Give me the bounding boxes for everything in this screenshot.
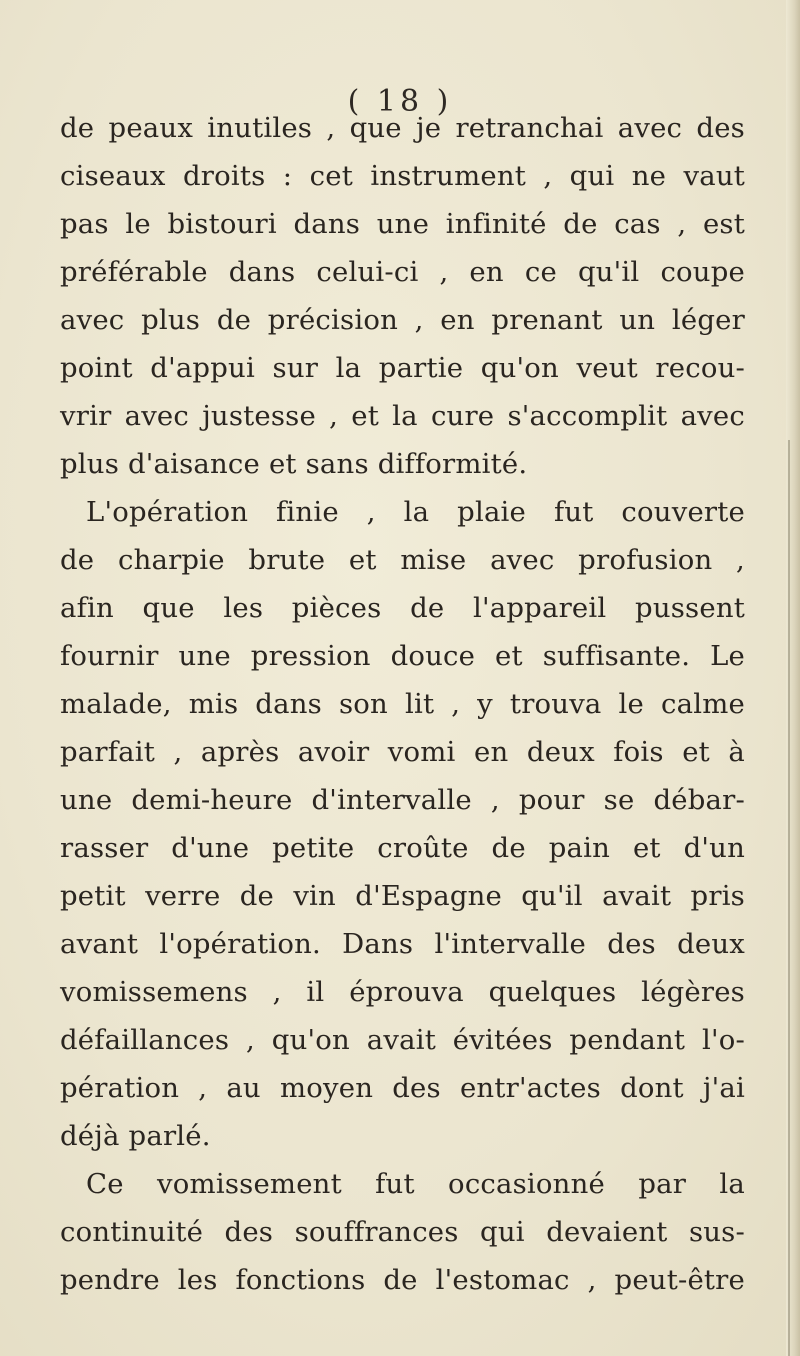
text-line-20: défaillances , qu'on avait évitées pendant l'o-: [60, 1024, 745, 1056]
page-number: ( 18 ): [347, 84, 453, 119]
text-line-8: plus d'aisance et sans difformité.: [60, 448, 528, 480]
text-line-13: malade, mis dans son lit , y trouva le calme: [60, 688, 745, 720]
text-line-1: de peaux inutiles , que je retranchai avec des: [60, 112, 745, 144]
text-line-4: préférable dans celui-ci , en ce qu'il coupe: [60, 256, 745, 288]
text-line-16: rasser d'une petite croûte de pain et d'un: [60, 832, 745, 864]
text-line-11: afin que les pièces de l'appareil pussent: [60, 592, 745, 624]
text-line-19: vomissemens , il éprouva quelques légères: [60, 976, 745, 1008]
text-line-15: une demi-heure d'intervalle , pour se débar-: [60, 784, 745, 816]
text-line-3: pas le bistouri dans une infinité de cas , est: [60, 208, 745, 240]
text-line-10: de charpie brute et mise avec profusion ,: [60, 544, 745, 576]
text-line-24: continuité des souffrances qui devaient sus-: [60, 1216, 745, 1248]
text-line-5: avec plus de précision , en prenant un léger: [60, 304, 745, 336]
text-line-14: parfait , après avoir vomi en deux fois et à: [60, 736, 745, 768]
text-line-6: point d'appui sur la partie qu'on veut recou-: [60, 352, 745, 384]
text-line-22: déjà parlé.: [60, 1120, 211, 1152]
text-line-12: fournir une pression douce et suffisante. Le: [60, 640, 745, 672]
text-line-2: ciseaux droits : cet instrument , qui ne vaut: [60, 160, 745, 192]
text-line-17: petit verre de vin d'Espagne qu'il avait pris: [60, 880, 745, 912]
binding-shadow: [788, 440, 790, 1356]
text-line-21: pération , au moyen des entr'actes dont j'ai: [60, 1072, 745, 1104]
text-line-18: avant l'opération. Dans l'intervalle des deux: [60, 928, 745, 960]
text-line-9: L'opération finie , la plaie fut couverte: [86, 496, 745, 528]
body-text: [60, 104, 745, 1304]
text-line-23: Ce vomissement fut occasionné par la: [86, 1168, 745, 1200]
text-line-7: vrir avec justesse , et la cure s'accomplit avec: [60, 400, 745, 432]
text-line-25: pendre les fonctions de l'estomac , peut-être: [60, 1264, 745, 1296]
